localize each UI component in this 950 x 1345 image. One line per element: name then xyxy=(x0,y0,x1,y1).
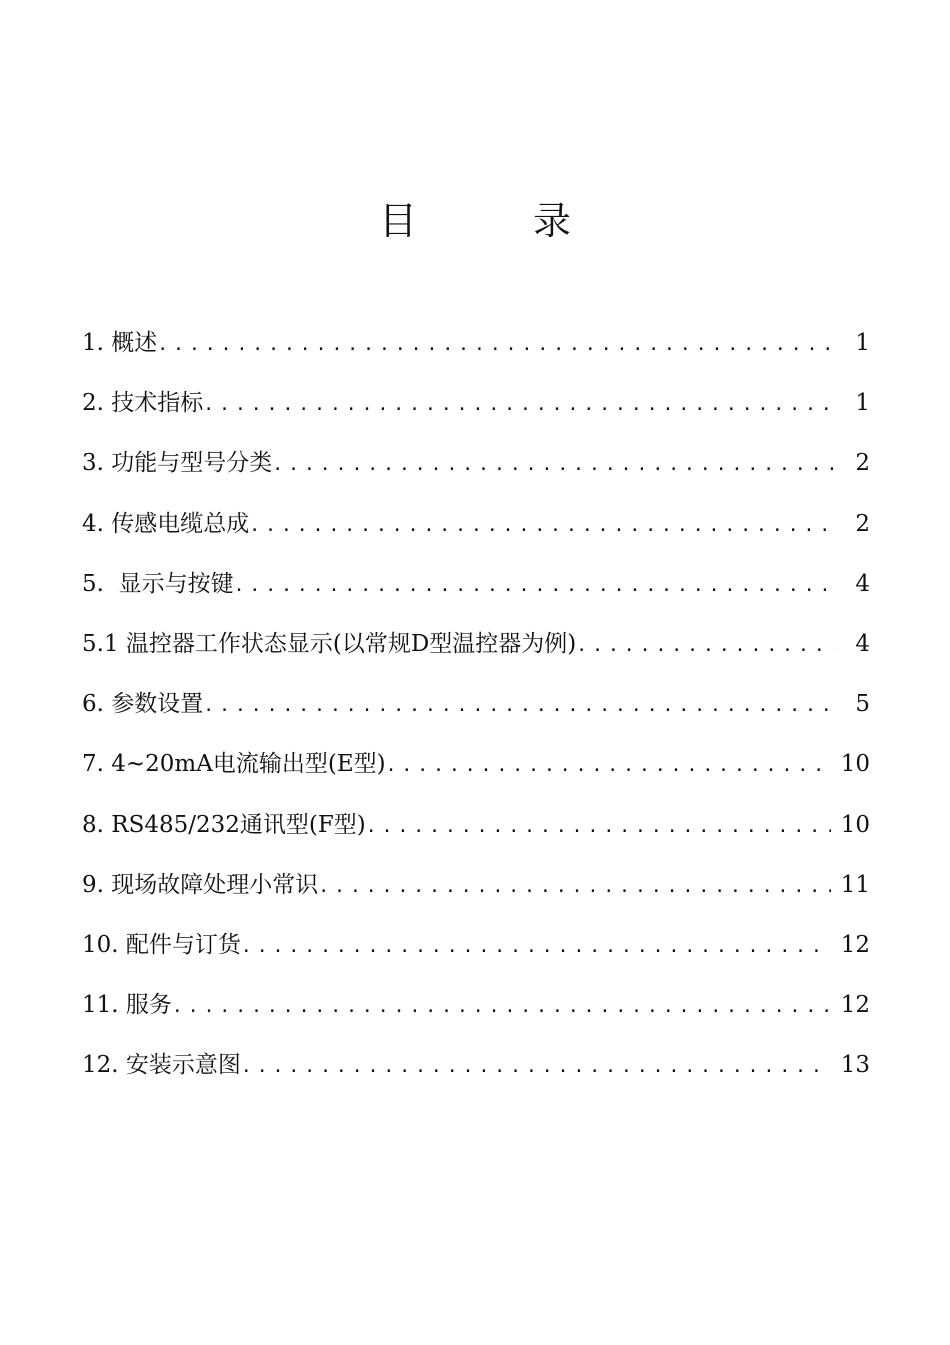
toc-entry-page: 10 xyxy=(840,751,870,778)
toc-entry-label: 6. 参数设置 xyxy=(82,691,204,718)
toc-entry-page: 4 xyxy=(855,630,870,657)
toc-entry-page: 5 xyxy=(855,691,870,718)
toc-entry[interactable] xyxy=(82,804,870,864)
page-title: 目 录 xyxy=(378,199,624,243)
toc-leader-dots xyxy=(366,806,831,848)
toc-leader-dots xyxy=(318,866,830,908)
toc-entry[interactable] xyxy=(82,322,870,382)
toc-entry[interactable] xyxy=(82,623,870,683)
toc-entry-page: 10 xyxy=(840,811,870,838)
toc-leader-dots xyxy=(203,384,834,426)
toc-leader-dots xyxy=(386,745,831,787)
toc-entry[interactable] xyxy=(82,984,870,1044)
toc-entry[interactable] xyxy=(82,442,870,502)
toc-entry-page: 4 xyxy=(855,570,870,597)
toc-entry[interactable] xyxy=(82,382,870,442)
toc-entry[interactable] xyxy=(82,563,870,623)
toc-entry-page: 13 xyxy=(840,1052,870,1079)
toc-leader-dots xyxy=(241,926,831,968)
toc-entry-page: 12 xyxy=(840,931,870,958)
toc-leader-dots xyxy=(241,1046,831,1088)
toc-entry-label: 3. 功能与型号分类 xyxy=(82,450,273,477)
toc-entry-label: 5. 显示与按键 xyxy=(82,570,234,597)
toc-leader-dots xyxy=(576,625,834,667)
toc-entry-label: 1. 概述 xyxy=(82,330,158,356)
toc-entry-page: 1 xyxy=(855,330,870,356)
toc-entry-page: 2 xyxy=(855,510,870,537)
toc-entry-label: 9. 现场故障处理小常识 xyxy=(82,871,319,898)
toc-entry[interactable] xyxy=(82,503,870,563)
toc-leader-dots xyxy=(157,324,834,366)
toc-entry-page: 1 xyxy=(855,390,870,417)
toc-entry-page: 2 xyxy=(855,450,870,477)
toc-entry-label: 2. 技术指标 xyxy=(82,390,204,417)
toc-entry[interactable] xyxy=(82,743,870,803)
toc-entry-label: 5.1 温控器工作状态显示(以常规D型温控器为例) xyxy=(82,630,577,657)
toc-entry[interactable] xyxy=(82,683,870,743)
toc-entry-page: 12 xyxy=(840,992,870,1019)
toc-entry[interactable] xyxy=(82,924,870,984)
toc-entry-page: 11 xyxy=(840,871,870,898)
toc-entry-label: 12. 安装示意图 xyxy=(82,1052,241,1079)
toc-leader-dots xyxy=(203,685,834,727)
toc-leader-dots xyxy=(249,505,834,547)
toc-entry-label: 11. 服务 xyxy=(82,992,172,1019)
toc-leader-dots xyxy=(272,444,834,486)
toc-leader-dots xyxy=(172,986,831,1028)
toc-entry[interactable] xyxy=(82,1044,870,1104)
toc-entry-label: 7. 4~20mA电流输出型(E型) xyxy=(82,751,386,778)
toc-entry-label: 10. 配件与订货 xyxy=(82,931,241,958)
toc-entry[interactable] xyxy=(82,864,870,924)
toc-entry-label: 4. 传感电缆总成 xyxy=(82,510,250,537)
toc-entry-label: 8. RS485/232通讯型(F型) xyxy=(82,811,366,838)
table-of-contents xyxy=(82,322,870,1104)
toc-leader-dots xyxy=(234,565,834,607)
